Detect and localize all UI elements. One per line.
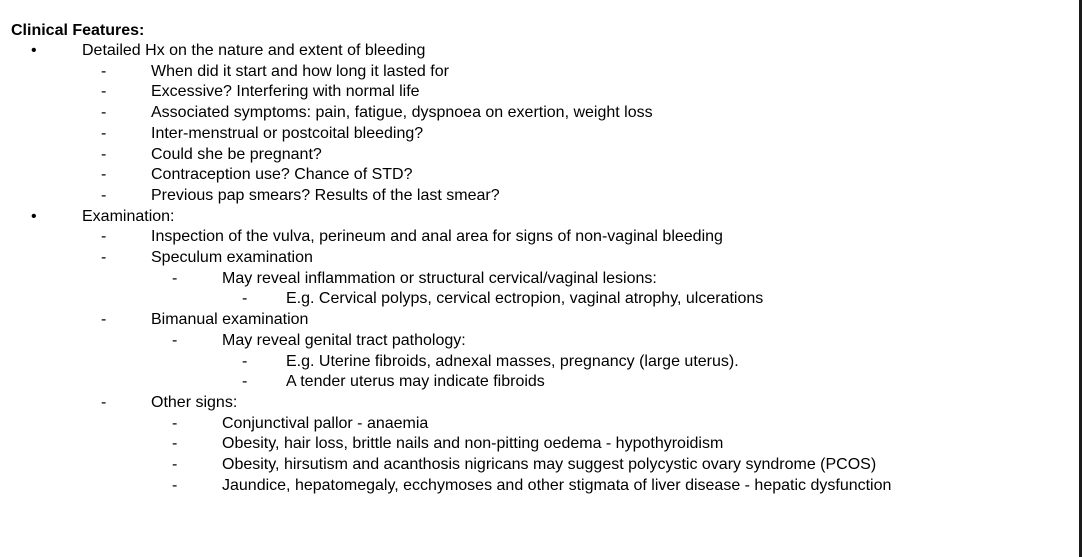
outline-item-text: Excessive? Interfering with normal life bbox=[151, 83, 420, 100]
outline-item-text: Conjunctival pallor - anaemia bbox=[222, 415, 429, 432]
outline-item-text: Associated symptoms: pain, fatigue, dyspnoea on exertion, weight loss bbox=[151, 104, 653, 121]
outline-item-level-2 bbox=[0, 248, 1075, 268]
dash-marker: - bbox=[172, 332, 178, 349]
outline-item-level-3 bbox=[0, 455, 1075, 475]
dash-marker: - bbox=[172, 456, 178, 473]
dash-marker: - bbox=[101, 249, 107, 266]
outline-item-text: Inter-menstrual or postcoital bleeding? bbox=[151, 125, 424, 142]
dash-marker: - bbox=[172, 415, 178, 432]
outline-item-text: A tender uterus may indicate fibroids bbox=[286, 373, 545, 390]
outline-item-level-2 bbox=[0, 186, 1075, 206]
outline-item-level-3 bbox=[0, 331, 1075, 351]
dash-marker: - bbox=[101, 394, 107, 411]
outline-item-level-2 bbox=[0, 62, 1075, 82]
dash-marker: - bbox=[172, 435, 178, 452]
outline-item-level-4 bbox=[0, 372, 1075, 392]
outline-item-level-1 bbox=[0, 207, 1075, 227]
outline-item-level-2 bbox=[0, 165, 1075, 185]
dash-marker: - bbox=[101, 166, 107, 183]
outline-item-level-3 bbox=[0, 476, 1075, 496]
outline-item-text: Other signs: bbox=[151, 394, 238, 411]
dash-marker: - bbox=[101, 311, 107, 328]
dash-marker: - bbox=[172, 270, 178, 287]
dash-marker: - bbox=[101, 146, 107, 163]
outline-item-text: May reveal genital tract pathology: bbox=[222, 332, 466, 349]
outline-item-text: Obesity, hair loss, brittle nails and non-pitting oedema - hypothyroidism bbox=[222, 435, 724, 452]
outline-item-level-1 bbox=[0, 41, 1075, 61]
outline-item-level-2 bbox=[0, 393, 1075, 413]
outline-item-text: When did it start and how long it lasted for bbox=[151, 63, 449, 80]
section-heading: Clinical Features: bbox=[11, 22, 145, 39]
outline-item-text: Previous pap smears? Results of the last smear? bbox=[151, 187, 500, 204]
outline-item-text: Obesity, hirsutism and acanthosis nigricans may suggest polycystic ovary syndrome (PCOS) bbox=[222, 456, 877, 473]
outline-item-level-2 bbox=[0, 82, 1075, 102]
dash-marker: - bbox=[242, 373, 248, 390]
outline-item-text: E.g. Cervical polyps, cervical ectropion, vaginal atrophy, ulcerations bbox=[286, 290, 764, 307]
outline-item-level-4 bbox=[0, 289, 1075, 309]
dash-marker: - bbox=[242, 353, 248, 370]
outline-item-level-2 bbox=[0, 227, 1075, 247]
outline-item-text: Contraception use? Chance of STD? bbox=[151, 166, 413, 183]
outline-item-level-3 bbox=[0, 269, 1075, 289]
outline-item-level-4 bbox=[0, 352, 1075, 372]
outline-item-text: Bimanual examination bbox=[151, 311, 309, 328]
outline-item-level-3 bbox=[0, 414, 1075, 434]
bullet-marker: • bbox=[31, 42, 37, 59]
outline-item-text: May reveal inflammation or structural cervical/vaginal lesions: bbox=[222, 270, 657, 287]
outline-item-text: Jaundice, hepatomegaly, ecchymoses and other stigmata of liver disease - hepatic dysfunction bbox=[222, 477, 892, 494]
dash-marker: - bbox=[101, 104, 107, 121]
dash-marker: - bbox=[101, 83, 107, 100]
outline-item-level-2 bbox=[0, 124, 1075, 144]
outline-item-text: Detailed Hx on the nature and extent of bleeding bbox=[82, 42, 426, 59]
outline-item-level-3 bbox=[0, 434, 1075, 454]
dash-marker: - bbox=[172, 477, 178, 494]
outline-item-level-2 bbox=[0, 145, 1075, 165]
dash-marker: - bbox=[101, 63, 107, 80]
outline-item-text: Examination: bbox=[82, 208, 175, 225]
outline-item-level-2 bbox=[0, 103, 1075, 123]
dash-marker: - bbox=[101, 187, 107, 204]
outline-item-text: Could she be pregnant? bbox=[151, 146, 322, 163]
outline-item-text: Speculum examination bbox=[151, 249, 313, 266]
outline-item-level-2 bbox=[0, 310, 1075, 330]
bullet-marker: • bbox=[31, 208, 37, 225]
dash-marker: - bbox=[242, 290, 248, 307]
dash-marker: - bbox=[101, 125, 107, 142]
outline-item-text: E.g. Uterine fibroids, adnexal masses, pregnancy (large uterus). bbox=[286, 353, 739, 370]
outline-item-text: Inspection of the vulva, perineum and anal area for signs of non-vaginal bleeding bbox=[151, 228, 723, 245]
dash-marker: - bbox=[101, 228, 107, 245]
